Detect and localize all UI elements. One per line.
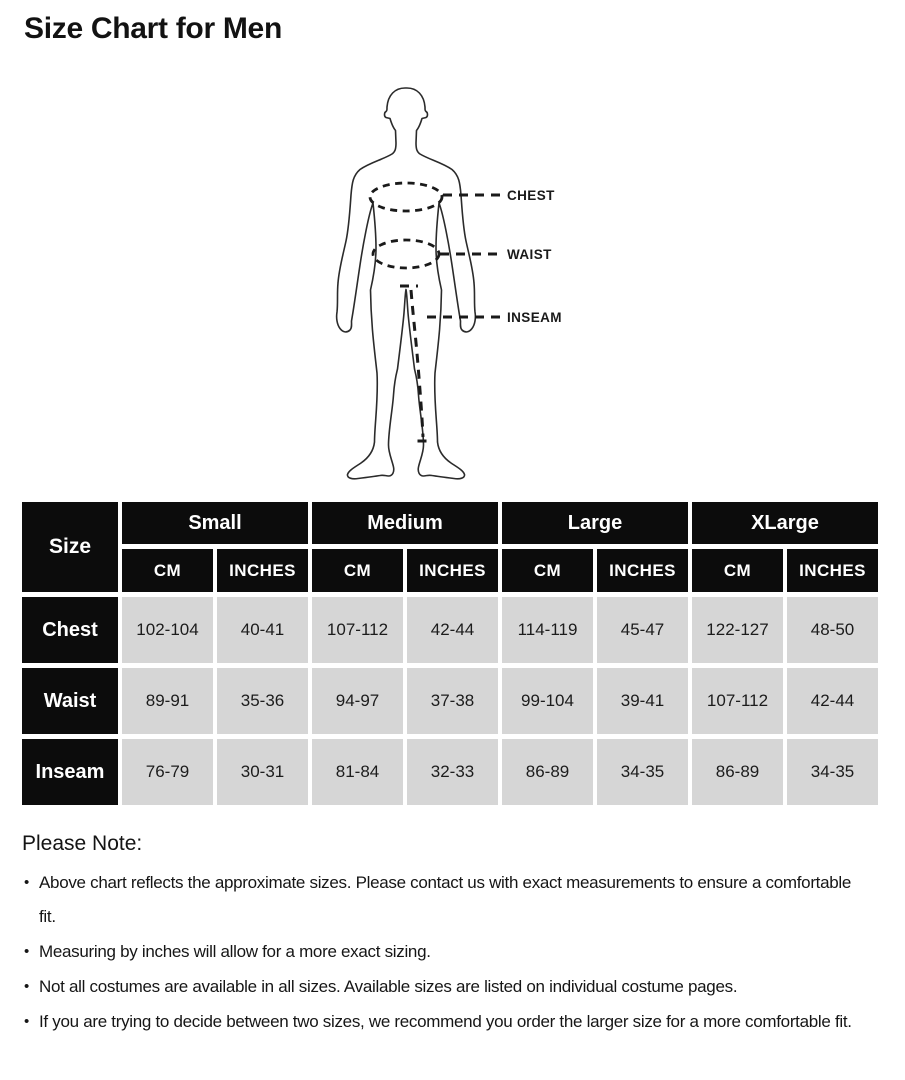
measurement-cell: 81-84 bbox=[312, 739, 403, 805]
measurement-cell: 86-89 bbox=[502, 739, 593, 805]
size-group-header-large: Large bbox=[502, 502, 688, 544]
table-row-chest bbox=[22, 597, 878, 663]
size-group-header-row bbox=[22, 502, 878, 544]
unit-header: INCHES bbox=[217, 549, 308, 592]
measurement-cell: 42-44 bbox=[787, 668, 878, 734]
note-item: • Not all costumes are available in all sizes. Available sizes are listed on individual costume pages. bbox=[22, 970, 867, 1004]
measurement-cell: 45-47 bbox=[597, 597, 688, 663]
unit-header-row bbox=[22, 549, 878, 592]
body-figure-svg bbox=[330, 85, 630, 485]
row-label: Inseam bbox=[22, 739, 118, 805]
measurement-cell: 107-112 bbox=[692, 668, 783, 734]
measurement-cell: 42-44 bbox=[407, 597, 498, 663]
unit-header: CM bbox=[122, 549, 213, 592]
measurement-cell: 32-33 bbox=[407, 739, 498, 805]
measurement-cell: 86-89 bbox=[692, 739, 783, 805]
measurement-cell: 30-31 bbox=[217, 739, 308, 805]
measurement-cell: 35-36 bbox=[217, 668, 308, 734]
row-label: Waist bbox=[22, 668, 118, 734]
table-row-waist bbox=[22, 668, 878, 734]
unit-header: CM bbox=[312, 549, 403, 592]
measurement-cell: 102-104 bbox=[122, 597, 213, 663]
unit-header: INCHES bbox=[787, 549, 878, 592]
measurement-cell: 34-35 bbox=[787, 739, 878, 805]
measurement-cell: 89-91 bbox=[122, 668, 213, 734]
measurement-cell: 99-104 bbox=[502, 668, 593, 734]
size-group-header-xlarge: XLarge bbox=[692, 502, 878, 544]
size-chart-table bbox=[18, 497, 882, 810]
measurement-cell: 34-35 bbox=[597, 739, 688, 805]
measurement-cell: 48-50 bbox=[787, 597, 878, 663]
row-label: Chest bbox=[22, 597, 118, 663]
unit-header: CM bbox=[692, 549, 783, 592]
unit-header: INCHES bbox=[597, 549, 688, 592]
measurement-cell: 114-119 bbox=[502, 597, 593, 663]
body-measurement-diagram bbox=[330, 85, 630, 485]
size-group-header-small: Small bbox=[122, 502, 308, 544]
measurement-cell: 76-79 bbox=[122, 739, 213, 805]
measurement-cell: 37-38 bbox=[407, 668, 498, 734]
table-row-inseam bbox=[22, 739, 878, 805]
measurement-cell: 107-112 bbox=[312, 597, 403, 663]
note-item: • Measuring by inches will allow for a more exact sizing. bbox=[22, 935, 867, 969]
measurement-cell: 40-41 bbox=[217, 597, 308, 663]
size-corner-header: Size bbox=[22, 502, 118, 592]
inseam-label: INSEAM bbox=[507, 310, 562, 325]
notes-heading: Please Note: bbox=[22, 832, 143, 855]
page-title: Size Chart for Men bbox=[24, 12, 282, 45]
body-outline bbox=[337, 88, 476, 479]
notes-section bbox=[22, 832, 892, 1040]
unit-header: CM bbox=[502, 549, 593, 592]
unit-header: INCHES bbox=[407, 549, 498, 592]
chest-label: CHEST bbox=[507, 188, 555, 203]
notes-list bbox=[22, 866, 892, 1039]
size-group-header-medium: Medium bbox=[312, 502, 498, 544]
measurement-cell: 39-41 bbox=[597, 668, 688, 734]
note-item: • If you are trying to decide between two sizes, we recommend you order the larger size for a more comfortable fit. bbox=[22, 1005, 867, 1039]
measurement-cell: 122-127 bbox=[692, 597, 783, 663]
note-item: • Above chart reflects the approximate sizes. Please contact us with exact measurements to ensure a comfortable fit. bbox=[22, 866, 867, 934]
measurement-cell: 94-97 bbox=[312, 668, 403, 734]
waist-label: WAIST bbox=[507, 247, 552, 262]
